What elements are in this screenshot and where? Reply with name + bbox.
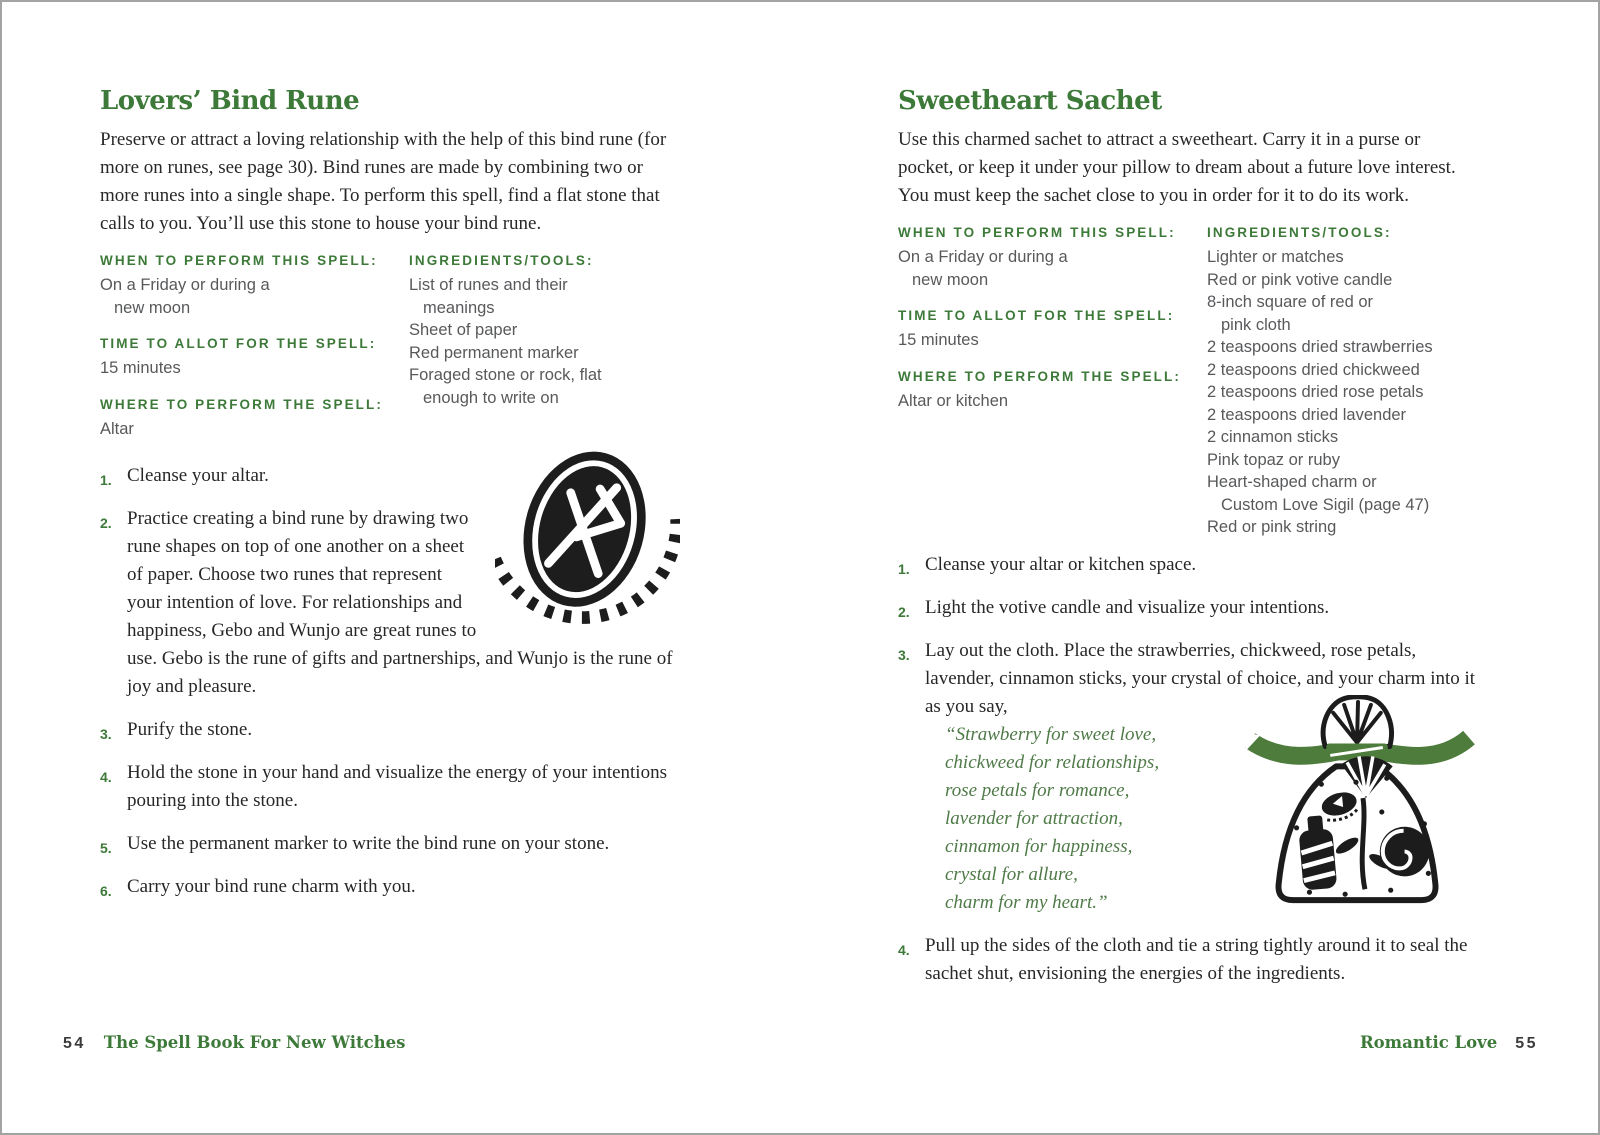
ingredients-list xyxy=(1207,246,1480,539)
ingredient-line: Custom Love Sigil (page 47) xyxy=(1221,495,1430,514)
when-value xyxy=(898,246,1207,291)
ingredients-block xyxy=(1207,225,1480,539)
step-text: Lay out the cloth. Place the strawberries, chickweed, rose petals, lavender, cinnamon sticks, your crystal of choice, and your charm into it as you say, xyxy=(925,639,1476,717)
when-value xyxy=(100,274,409,319)
step-number: 2. xyxy=(898,603,910,620)
time-value: 15 minutes xyxy=(100,359,181,377)
when-block xyxy=(898,225,1207,291)
herb-sachet-illustration xyxy=(1238,695,1480,913)
where-value: Altar xyxy=(100,419,134,438)
step-text: Practice creating a bind rune by drawing two rune shapes on top of one another on a sheet of paper. Choose two runes that represent your intention of love. For relationships and happiness, Gebo and Wunjo are great runes to use. Gebo is the rune of gifts and partnerships, and Wunjo is the rune of joy and pleasure. xyxy=(127,508,673,697)
step-number: 6. xyxy=(100,883,112,899)
where-label: WHERE TO PERFORM THE SPELL: xyxy=(898,368,1181,384)
ingredients-list xyxy=(409,274,682,409)
page-54 xyxy=(100,86,682,916)
ingredient-line: List of runes and their xyxy=(409,276,568,294)
verse-line: “Strawberry for sweet love, xyxy=(945,723,1157,745)
step-number: 1. xyxy=(898,560,910,577)
time-label: TIME TO ALLOT FOR THE SPELL: xyxy=(100,336,377,351)
spell-intro: Use this charmed sachet to attract a sweetheart. Carry it in a purse or pocket, or keep it under your pillow to dream about a future love interest. You must keep the sachet close to you in order for it to do its work. xyxy=(898,129,1456,206)
step-text: Cleanse your altar or kitchen space. xyxy=(925,553,1197,575)
time-value: 15 minutes xyxy=(898,331,979,349)
when-line: new moon xyxy=(912,270,989,289)
spell-intro: Preserve or attract a loving relationship with the help of this bind rune (for more on runes, see page 30). Bind runes are made by combining two or more runes into a single shape. To perform this spell, find a flat stone that calls to you. You’ll use this stone to house your bind rune. xyxy=(100,129,667,234)
spell-steps xyxy=(100,462,682,901)
step-text: Cleanse your altar. xyxy=(127,465,269,486)
ingredient-line: pink cloth xyxy=(1221,315,1291,334)
spell-step xyxy=(100,759,682,815)
ingredient-line: Red or pink string xyxy=(1207,518,1337,536)
book-title: The Spell Book For New Witches xyxy=(103,1033,406,1052)
when-line: On a Friday or during a xyxy=(898,248,1068,266)
spell-steps xyxy=(898,551,1480,988)
footer-left xyxy=(63,1033,405,1053)
ingredients-column xyxy=(409,253,682,440)
verse-line: lavender for attraction, xyxy=(945,807,1123,829)
spell-title-lovers-bind-rune: Lovers’ Bind Rune xyxy=(100,86,360,116)
step-number: 5. xyxy=(100,840,112,856)
ingredient-line: 2 teaspoons dried strawberries xyxy=(1207,338,1433,356)
footer-right xyxy=(1360,1033,1538,1053)
ingredient-line: Red or pink votive candle xyxy=(1207,270,1393,289)
ingredients-label: INGREDIENTS/TOOLS: xyxy=(1207,225,1392,240)
step-text: Purify the stone. xyxy=(127,719,253,740)
verse-line: crystal for allure, xyxy=(945,863,1078,885)
verse-line: charm for my heart.” xyxy=(945,891,1108,913)
ingredient-line: Sheet of paper xyxy=(409,321,518,339)
spell-info-left-column xyxy=(898,225,1207,539)
time-block xyxy=(898,308,1207,352)
page-number: 55 xyxy=(1515,1035,1538,1052)
spell-step xyxy=(898,551,1480,579)
ingredient-line: Heart-shaped charm or xyxy=(1207,473,1377,491)
step-text: Hold the stone in your hand and visualize the energy of your intentions pouring into the stone. xyxy=(127,762,667,811)
spell-info-grid xyxy=(898,225,1480,539)
ingredient-line: enough to write on xyxy=(423,388,559,407)
page-number: 54 xyxy=(63,1035,86,1052)
where-label: WHERE TO PERFORM THE SPELL: xyxy=(100,396,383,412)
time-label: TIME TO ALLOT FOR THE SPELL: xyxy=(898,308,1175,323)
spell-step xyxy=(100,716,682,744)
step-text: Light the votive candle and visualize your intentions. xyxy=(925,596,1330,618)
ingredient-line: 2 teaspoons dried chickweed xyxy=(1207,360,1420,379)
ingredients-block xyxy=(409,253,682,409)
ingredients-column xyxy=(1207,225,1480,539)
spell-info-grid xyxy=(100,253,682,440)
spell-info-left-column xyxy=(100,253,409,440)
step-number: 3. xyxy=(898,646,910,663)
spell-step xyxy=(898,594,1480,622)
ingredient-line: 2 teaspoons dried lavender xyxy=(1207,405,1407,424)
spell-title-sweetheart-sachet: Sweetheart Sachet xyxy=(898,86,1162,116)
ingredient-line: 2 cinnamon sticks xyxy=(1207,428,1339,446)
ingredient-line: 8-inch square of red or xyxy=(1207,293,1374,311)
ingredient-line: Foraged stone or rock, flat xyxy=(409,366,602,384)
when-line: new moon xyxy=(114,298,191,317)
step-text: Pull up the sides of the cloth and tie a string tightly around it to seal the sachet shut, envisioning the energies of the ingredients. xyxy=(925,934,1468,984)
verse-line: rose petals for romance, xyxy=(945,779,1130,801)
step-number: 1. xyxy=(100,472,112,488)
where-block xyxy=(100,397,409,441)
ingredient-line: meanings xyxy=(423,298,495,317)
time-block xyxy=(100,336,409,380)
where-block xyxy=(898,369,1207,413)
spell-step xyxy=(100,830,682,858)
step-number: 4. xyxy=(100,769,112,785)
spell-step xyxy=(100,462,682,490)
spell-step xyxy=(898,932,1480,988)
spell-step xyxy=(100,873,682,901)
step-number: 4. xyxy=(898,941,910,958)
ingredient-line: Red permanent marker xyxy=(409,343,579,362)
step-number: 3. xyxy=(100,726,112,742)
verse-line: cinnamon for happiness, xyxy=(945,835,1133,857)
step-text: Use the permanent marker to write the bind rune on your stone. xyxy=(127,833,610,854)
spell-step xyxy=(100,505,682,701)
ingredient-line: Pink topaz or ruby xyxy=(1207,450,1340,469)
spell-step xyxy=(898,637,1480,917)
step-number: 2. xyxy=(100,515,112,531)
when-block xyxy=(100,253,409,319)
page-55 xyxy=(898,86,1480,1003)
verse-line: chickweed for relationships, xyxy=(945,751,1160,773)
when-label: WHEN TO PERFORM THIS SPELL: xyxy=(100,253,378,268)
when-label: WHEN TO PERFORM THIS SPELL: xyxy=(898,225,1176,240)
when-line: On a Friday or during a xyxy=(100,276,270,294)
ingredients-label: INGREDIENTS/TOOLS: xyxy=(409,253,594,268)
section-title: Romantic Love xyxy=(1359,1033,1498,1052)
ingredient-line: Lighter or matches xyxy=(1207,248,1344,266)
where-value: Altar or kitchen xyxy=(898,391,1009,410)
step-text: Carry your bind rune charm with you. xyxy=(127,876,416,897)
ingredient-line: 2 teaspoons dried rose petals xyxy=(1207,383,1424,401)
